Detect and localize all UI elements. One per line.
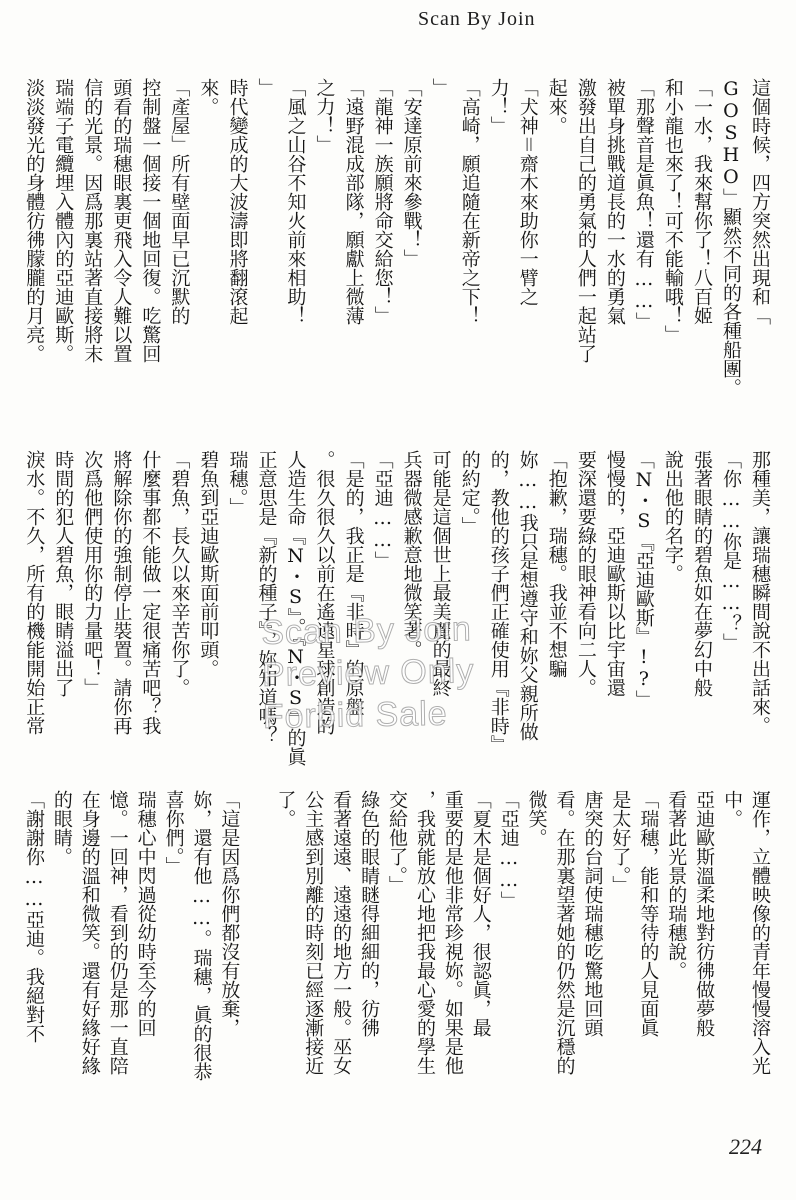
text-column: 看著此光景的瑞穗說。 xyxy=(665,790,688,980)
text-column: 交給他了。」 xyxy=(386,790,409,895)
text-column: 碧魚到亞迪歐斯面前叩頭。 xyxy=(197,450,220,678)
text-column: ，我就能放心地把我最心愛的學生 xyxy=(413,790,436,1075)
text-column: 「是的，我正是『非時』的原盤 xyxy=(342,450,365,716)
text-column: 正意思是『新的種子』，妳知道嗎？ xyxy=(255,450,278,745)
text-column: 綠色的眼睛瞇得細細的，彷彿 xyxy=(358,790,381,1037)
text-column: GOSHO」顯然不同的各種船團。 xyxy=(719,78,742,397)
text-column: 被單身挑戰道長的一水的勇氣 xyxy=(603,78,626,325)
text-column: 」 xyxy=(255,78,278,97)
text-column: 要深還要綠的眼神看向二人。 xyxy=(574,450,597,697)
text-column: 人造生命『N・S』。『N・S』的眞 xyxy=(284,450,307,766)
page-number: 224 xyxy=(729,1134,762,1159)
text-column: 亞迪歐斯溫柔地對彷彿做夢般 xyxy=(693,790,716,1037)
text-column: 微笑。 xyxy=(525,790,548,847)
text-column: 什麼事都不能做一定很痛苦吧？我 xyxy=(139,450,162,735)
watermark-line: Preview Only xyxy=(261,652,475,694)
text-column: 「遠野混成部隊，願獻上微薄 xyxy=(342,78,365,325)
text-column: 「安達原前來參戰！」 xyxy=(400,78,423,268)
text-column: 「謝謝你……亞迪。我絕對不 xyxy=(22,790,45,1043)
text-column xyxy=(243,790,271,1100)
text-column: 的約定。」 xyxy=(458,450,481,536)
text-column: 控制盤一個接一個地回復。吃驚回 xyxy=(139,78,162,363)
text-column: 頭看的瑞穗眼裏更飛入令人難以置 xyxy=(110,78,133,363)
text-column: 瑞穗。」 xyxy=(226,450,249,517)
text-column: 這個時候，四方突然出現和「 xyxy=(749,78,771,325)
text-column: 重要的是他非常珍視妳。如果是他 xyxy=(441,790,464,1075)
text-column: 將解除你的強制停止裝置。請你再 xyxy=(110,450,133,735)
text-column: 。很久很久以前在遙遠星球創造的 xyxy=(313,450,336,735)
text-column: 「那聲音是眞魚！還有……」 xyxy=(632,78,655,331)
text-column: 」 xyxy=(429,78,452,97)
text-column: 之力！」 xyxy=(313,78,336,154)
text-column: 運作，立體映像的青年慢慢溶入光 xyxy=(749,790,771,1075)
text-column: 來。 xyxy=(197,78,220,116)
text-column: 「龍神一族願將命交給您！」 xyxy=(371,78,394,325)
text-column: 「這是因爲你們都沒有放棄， xyxy=(218,790,241,1037)
text-column: 起來。 xyxy=(545,78,568,135)
text-column: 時代變成的大波濤即將翻滾起 xyxy=(226,78,249,325)
text-column: 的，教他的孩子們正確使用『非時』 xyxy=(487,450,510,754)
text-column: 和小龍也來了！可不能輸哦！」 xyxy=(661,78,684,344)
text-column: 淡淡發光的身體彷彿朦朧的月亮。 xyxy=(23,78,46,363)
text-column: 憶。一回神，看到的仍是那一直陪 xyxy=(106,790,129,1075)
text-column: 「亞迪……」 xyxy=(371,450,394,570)
text-column: 兵器微感歉意地微笑著。 xyxy=(400,450,423,659)
text-column: 「瑞穗，能和等待的人見面眞 xyxy=(637,790,660,1037)
text-column: 「一水，我來幫你了！八百姬 xyxy=(690,78,713,325)
text-column: 的眼睛。 xyxy=(50,790,73,866)
text-column: 那種美，讓瑞穗瞬間說不出話來。 xyxy=(749,450,771,735)
text-column: 「夏木是個好人，很認眞，最 xyxy=(469,790,492,1037)
text-column: 「亞迪……」 xyxy=(497,790,520,910)
text-column: 時間的犯人碧魚，眼睛溢出了 xyxy=(52,450,75,697)
text-column: 張著眼睛的碧魚如在夢幻中般 xyxy=(690,450,713,697)
text-column: 是太好了。」 xyxy=(609,790,632,895)
text-column: 力！」 xyxy=(487,78,510,135)
text-column: 公主感到別離的時刻已經逐漸接近 xyxy=(302,790,325,1075)
text-column: 慢慢的，亞迪歐斯以比宇宙還 xyxy=(603,450,626,697)
text-column: 激發出自己的勇氣的人們一起站了 xyxy=(574,78,597,363)
text-column: 「犬神＝齋木來助你一臂之 xyxy=(516,78,539,306)
text-column: 瑞端子電纜埋入體內的亞迪歐斯。 xyxy=(52,78,75,363)
text-column: 喜你們。」 xyxy=(162,790,185,876)
text-column: 「碧魚，長久以來辛苦你了。 xyxy=(168,450,191,697)
text-band-top xyxy=(20,78,774,423)
text-column: 「N・S『亞迪歐斯』!?」 xyxy=(632,450,655,709)
watermark-line: Forbid Sale xyxy=(262,694,448,736)
text-column: 唐突的台詞使瑞穗吃驚地回頭 xyxy=(581,790,604,1037)
text-column: 「抱歉，瑞穗。我並不想騙 xyxy=(545,450,568,678)
text-band-bottom xyxy=(20,790,774,1100)
watermark-line: Scan By Join xyxy=(260,610,473,652)
text-column: 妳，還有他……。瑞穗，眞的很恭 xyxy=(190,790,213,1081)
text-column: 在身邊的溫和微笑。還有好緣好緣 xyxy=(78,790,101,1075)
text-column: 可能是這個世上最美麗的最終 xyxy=(429,450,452,697)
text-column: 看。在那裏望著她的仍然是沉穩的 xyxy=(553,790,576,1075)
text-column: 瑞穗心中閃過從幼時至今的回 xyxy=(134,790,157,1037)
text-column: 次爲他們使用你的力量吧！」 xyxy=(81,450,104,697)
text-column: 「風之山谷不知火前來相助！ xyxy=(284,78,307,325)
text-column: 「產屋」所有壁面早已沉默的 xyxy=(168,78,191,325)
text-band-middle xyxy=(20,450,774,770)
text-column: 看著遠遠、遠遠的地方一般。巫女 xyxy=(330,790,353,1075)
text-column: 信的光景。因爲那裏站著直接將末 xyxy=(81,78,104,363)
text-column: 了。 xyxy=(274,790,297,828)
scan-credit-header: Scan By Join xyxy=(418,8,536,30)
text-column: 妳……我只是想遵守和妳父親所做 xyxy=(516,450,539,741)
text-column: 中。 xyxy=(721,790,744,828)
text-column: 「你……你是……？」 xyxy=(719,450,742,652)
text-column: 「高崎，願追隨在新帝之下！ xyxy=(458,78,481,325)
text-column: 說出他的名字。 xyxy=(661,450,684,583)
text-column: 淚水。不久，所有的機能開始正常 xyxy=(23,450,46,735)
